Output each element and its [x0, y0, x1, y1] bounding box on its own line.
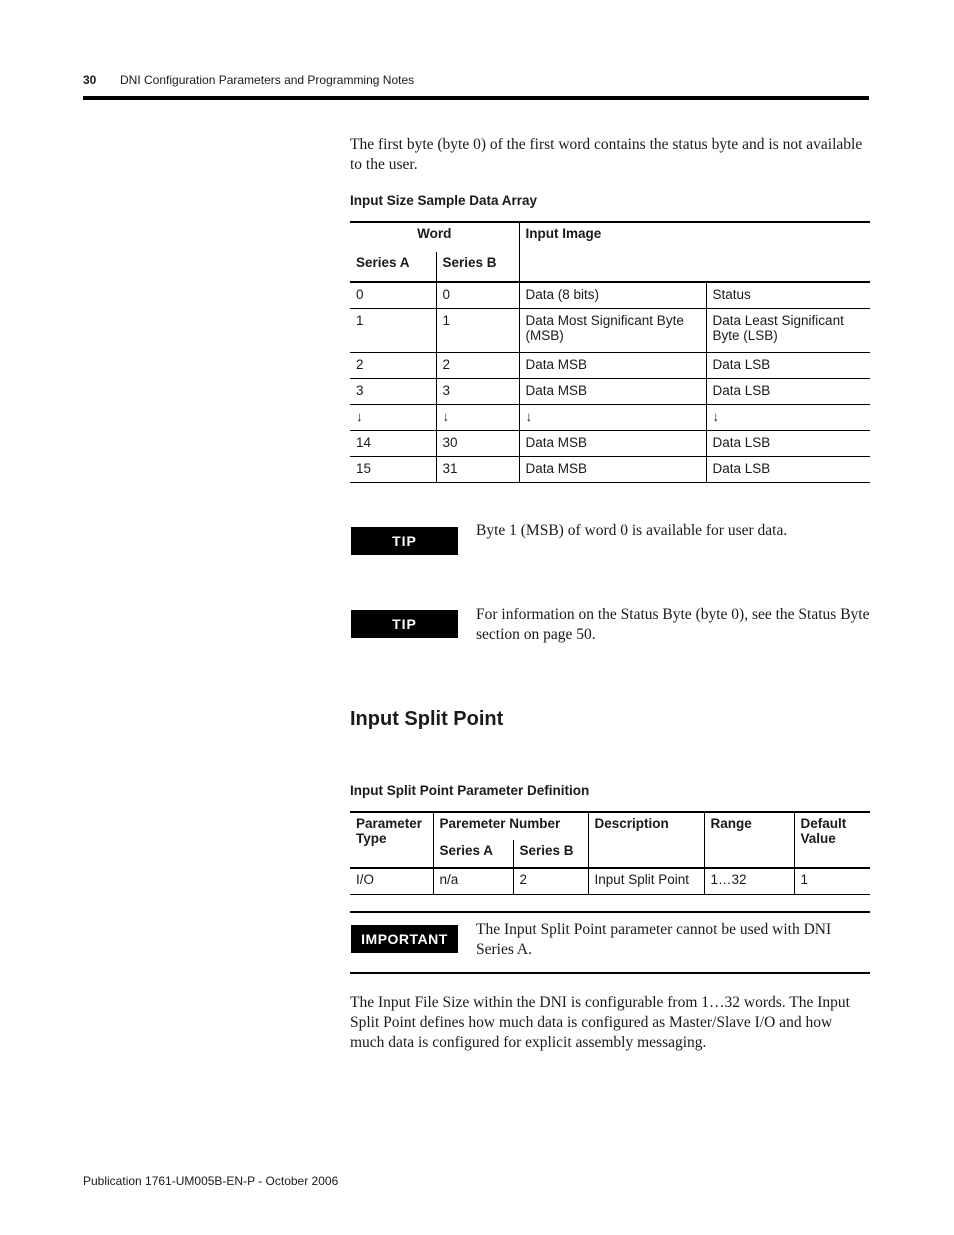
- down-arrow-icon: ↓: [436, 404, 519, 430]
- page-number: 30: [83, 73, 97, 87]
- table-row: [350, 378, 870, 404]
- cell-input-image-2: Data Least Significant Byte (LSB): [706, 308, 870, 352]
- table-row: [350, 352, 870, 378]
- cell-series-b: 0: [436, 282, 519, 308]
- table-row: [350, 308, 870, 352]
- cell-input-image-1: Data Most Significant Byte (MSB): [519, 308, 706, 352]
- tip-text: Byte 1 (MSB) of word 0 is available for user data.: [476, 522, 788, 539]
- cell-input-image-2: Data LSB: [706, 352, 870, 378]
- important-bottom-rule: [350, 972, 870, 974]
- header-parameter-number: Paremeter Number: [433, 812, 588, 840]
- cell-range: 1…32: [704, 868, 794, 894]
- cell-series-a: 2: [350, 352, 436, 378]
- down-arrow-icon: ↓: [350, 404, 436, 430]
- header-range: Range: [704, 812, 794, 868]
- cell-series-a: 1: [350, 308, 436, 352]
- closing-paragraph: The Input File Size within the DNI is configurable from 1…32 words. The Input Split Point defines how much data is configured as Master/Slave I/O and how much data is configured for explicit assembly messaging.: [350, 994, 850, 1051]
- table-row: [350, 430, 870, 456]
- cell-input-image-2: Data LSB: [706, 430, 870, 456]
- table-row: [350, 868, 870, 894]
- publication-footer: Publication 1761-UM005B-EN-P - October 2006: [83, 1174, 339, 1188]
- header-series-b: Series B: [513, 840, 588, 868]
- cell-series-a: 0: [350, 282, 436, 308]
- cell-input-image-1: Data MSB: [519, 352, 706, 378]
- cell-input-image-2: Data LSB: [706, 378, 870, 404]
- input-split-point-table: [350, 811, 870, 895]
- important-label: IMPORTANT: [351, 925, 458, 953]
- cell-series-a: 14: [350, 430, 436, 456]
- important-top-rule: [350, 911, 870, 913]
- header-word: Word: [417, 226, 452, 241]
- header-default-value: Default Value: [794, 812, 870, 868]
- table1-caption: Input Size Sample Data Array: [350, 193, 538, 208]
- running-header-title: DNI Configuration Parameters and Programming Notes: [120, 73, 415, 87]
- table-row: [350, 404, 870, 430]
- header-series-a: Series A: [350, 252, 436, 282]
- cell-parameter-type: I/O: [350, 868, 433, 894]
- header-series-a: Series A: [433, 840, 513, 868]
- cell-series-a: 15: [350, 456, 436, 482]
- cell-input-image-1: Data (8 bits): [519, 282, 706, 308]
- table-row: [350, 282, 870, 308]
- cell-series-a: n/a: [433, 868, 513, 894]
- cell-series-b: 2: [436, 352, 519, 378]
- tip-text: For information on the Status Byte (byte 0), see the Status Byte section on page 50.: [476, 606, 870, 643]
- section-heading: Input Split Point: [350, 708, 504, 730]
- cell-series-b: 3: [436, 378, 519, 404]
- table-row: [350, 456, 870, 482]
- table2-caption: Input Split Point Parameter Definition: [350, 783, 590, 798]
- down-arrow-icon: ↓: [519, 404, 706, 430]
- header-description: Description: [588, 812, 704, 868]
- cell-input-image-2: Data LSB: [706, 456, 870, 482]
- tip-label: TIP: [351, 610, 458, 638]
- header-input-image: Input Image: [519, 222, 870, 282]
- cell-series-b: 2: [513, 868, 588, 894]
- intro-paragraph: The first byte (byte 0) of the first word contains the status byte and is not available to the user.: [350, 136, 863, 173]
- important-text: The Input Split Point parameter cannot be used with DNI Series A.: [476, 921, 832, 958]
- cell-input-image-2: Status: [706, 282, 870, 308]
- header-rule: [83, 96, 869, 100]
- tip-label: TIP: [351, 527, 458, 555]
- down-arrow-icon: ↓: [706, 404, 870, 430]
- cell-series-a: 3: [350, 378, 436, 404]
- header-series-b: Series B: [436, 252, 519, 282]
- cell-input-image-1: Data MSB: [519, 456, 706, 482]
- cell-default-value: 1: [794, 868, 870, 894]
- cell-series-b: 30: [436, 430, 519, 456]
- input-size-table: [350, 221, 870, 483]
- header-parameter-type: Parameter Type: [350, 812, 433, 868]
- cell-input-image-1: Data MSB: [519, 378, 706, 404]
- cell-input-image-1: Data MSB: [519, 430, 706, 456]
- cell-series-b: 31: [436, 456, 519, 482]
- cell-description: Input Split Point: [588, 868, 704, 894]
- cell-series-b: 1: [436, 308, 519, 352]
